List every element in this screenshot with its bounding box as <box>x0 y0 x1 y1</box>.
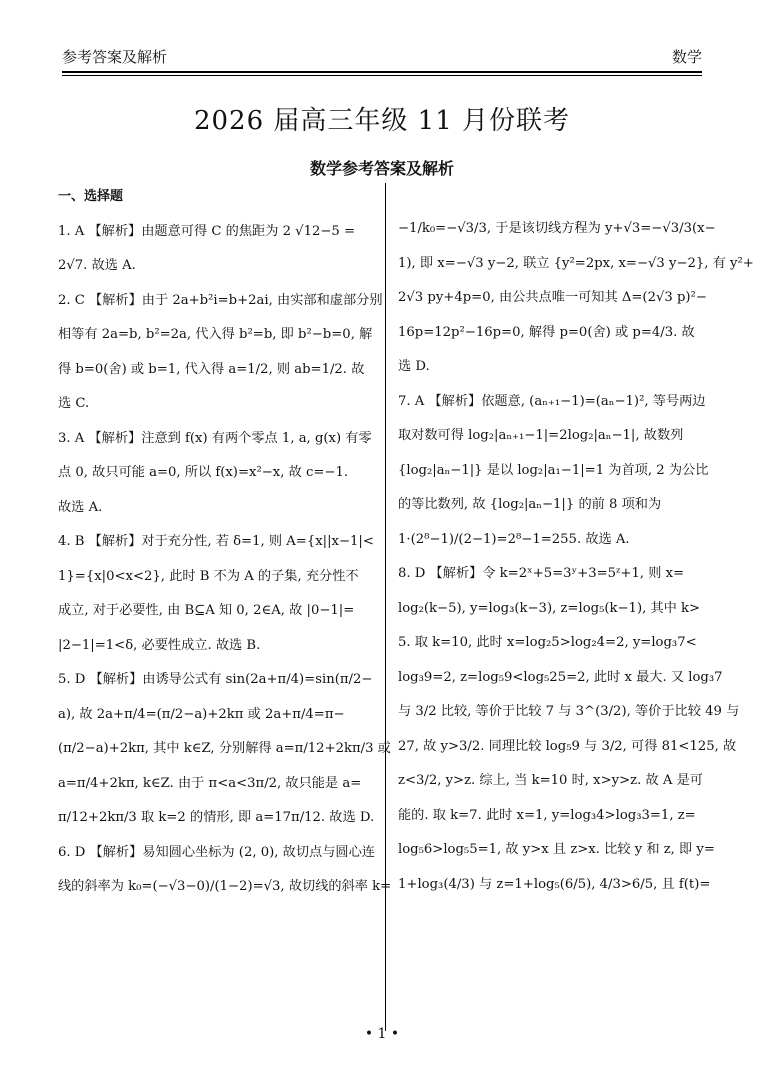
text-line: a=π/4+2kπ, k∈Z. 由于 π<a<3π/2, 故只能是 a= <box>58 775 362 791</box>
header-rule-thick <box>62 71 702 73</box>
solution-paragraph <box>398 212 754 385</box>
solution-paragraph <box>58 422 378 526</box>
text-line: 线的斜率为 k₀=(−√3−0)/(1−2)=√3, 故切线的斜率 k= <box>58 879 392 894</box>
solution-paragraph <box>58 215 378 284</box>
text-line: −1/k₀=−√3/3, 于是该切线方程为 y+√3=−√3/3(x− <box>398 221 716 236</box>
text-line: 能的. 取 k=7. 此时 x=1, y=log₃4>log₃3=1, z= <box>398 807 696 823</box>
text-line: 相等有 2a=b, b²=2a, 代入得 b²=b, 即 b²−b=0, 解 <box>58 327 373 342</box>
header-rule-thin <box>62 75 702 76</box>
text-line: 2. C 【解析】由于 2a+b²i=b+2ai, 由实部和虚部分别 <box>58 292 383 308</box>
solution-paragraph <box>398 385 716 558</box>
text-line: 3. A 【解析】注意到 f(x) 有两个零点 1, a, g(x) 有零 <box>58 430 372 446</box>
text-line: 8. D 【解析】令 k=2ˣ+5=3ʸ+3=5ᶻ+1, 则 x= <box>398 566 685 581</box>
text-line: 2√7. 故选 A. <box>58 258 136 273</box>
header-subject: 数学 <box>671 48 702 66</box>
left-column <box>58 180 392 905</box>
text-line: 1}={x|0<x<2}, 此时 B 不为 A 的子集, 充分性不 <box>58 568 359 584</box>
page-header <box>62 46 702 72</box>
text-line: log₃9=2, z=log₅9<log₅25=2, 此时 x 最大. 又 log₃7 <box>398 669 723 685</box>
text-line: log₂(k−5), y=log₃(k−3), z=log₅(k−1), 其中 k> <box>398 600 701 616</box>
text-line: 与 3/2 比较, 等价于比较 7 与 3^(3/2), 等价于比较 49 与 <box>398 704 740 719</box>
text-line: 16p=12p²−16p=0, 解得 p=0(舍) 或 p=4/3. 故 <box>398 324 695 340</box>
text-line: 选 C. <box>58 396 90 411</box>
text-line: 故选 A. <box>58 499 103 515</box>
text-line: 1+log₃(4/3) 与 z=1+log₅(6/5), 4/3>6/5, 且 f(t)= <box>398 876 711 892</box>
text-line: 1), 即 x=−√3 y−2, 联立 {y²=2px, x=−√3 y−2}, 有 y²+ <box>398 255 754 271</box>
text-line: π/12+2kπ/3 取 k=2 的情形, 即 a=17π/12. 故选 D. <box>58 810 375 825</box>
text-line: 1. A 【解析】由题意可得 C 的焦距为 2 √12−5 = <box>58 223 356 239</box>
text-line: 2√3 py+4p=0, 由公共点唯一可知其 Δ=(2√3 p)²− <box>398 290 707 305</box>
solution-paragraph <box>58 836 392 905</box>
column-divider <box>385 183 386 1031</box>
text-line: 1·(2⁸−1)/(2−1)=2⁸−1=255. 故选 A. <box>398 531 630 547</box>
text-line: log₅6>log₅5=1, 故 y>x 且 z>x. 比较 y 和 z, 即 y= <box>398 842 715 857</box>
header-doc-type: 参考答案及解析 <box>62 48 168 66</box>
page-number: • 1 • <box>364 1026 400 1042</box>
solution-paragraph <box>58 663 391 836</box>
text-line: a), 故 2a+π/4=(π/2−a)+2kπ 或 2a+π/4=π− <box>58 706 345 722</box>
text-line: 5. D 【解析】由诱导公式有 sin(2a+π/4)=sin(π/2− <box>58 672 373 687</box>
solution-paragraph <box>58 525 378 663</box>
document-subtitle: 数学参考答案及解析 <box>309 159 454 178</box>
text-line: (π/2−a)+2kπ, 其中 k∈Z, 分别解得 a=π/12+2kπ/3 或 <box>58 741 391 756</box>
text-line: 4. B 【解析】对于充分性, 若 δ=1, 则 A={x||x−1|< <box>58 534 374 549</box>
section-heading <box>58 180 378 215</box>
text-line: 取对数可得 log₂|aₙ₊₁−1|=2log₂|aₙ−1|, 故数列 <box>398 428 684 443</box>
text-line: 点 0, 故只可能 a=0, 所以 f(x)=x²−x, 故 c=−1. <box>58 465 349 480</box>
text-line: 得 b=0(舍) 或 b=1, 代入得 a=1/2, 则 ab=1/2. 故 <box>58 361 365 377</box>
text-line: z<3/2, y>z. 综上, 当 k=10 时, x>y>z. 故 A 是可 <box>398 773 703 788</box>
text-line: {log₂|aₙ−1|} 是以 log₂|a₁−1|=1 为首项, 2 为公比 <box>398 462 709 478</box>
text-line: 5. 取 k=10, 此时 x=log₂5>log₂4=2, y=log₃7< <box>398 635 697 650</box>
text-line: 成立, 对于必要性, 由 B⊆A 知 0, 2∈A, 故 |0−1|= <box>58 603 355 618</box>
solution-paragraph <box>398 557 740 902</box>
text-line: 的等比数列, 故 {log₂|aₙ−1|} 的前 8 项和为 <box>398 497 662 512</box>
right-column <box>398 212 754 902</box>
text-line: 7. A 【解析】依题意, (aₙ₊₁−1)=(aₙ−1)², 等号两边 <box>398 393 706 409</box>
text-line: 选 D. <box>398 359 430 374</box>
solution-paragraph <box>58 284 383 422</box>
text-line: 6. D 【解析】易知圆心坐标为 (2, 0), 故切点与圆心连 <box>58 844 375 860</box>
text-line: |2−1|=1<δ, 必要性成立. 故选 B. <box>58 637 261 653</box>
exam-title: 2026 届高三年级 11 月份联考 <box>193 106 571 136</box>
text-line: 27, 故 y>3/2. 同理比较 log₅9 与 3/2, 可得 81<125, 故 <box>398 738 737 754</box>
text-line: 一、选择题 <box>58 189 124 204</box>
